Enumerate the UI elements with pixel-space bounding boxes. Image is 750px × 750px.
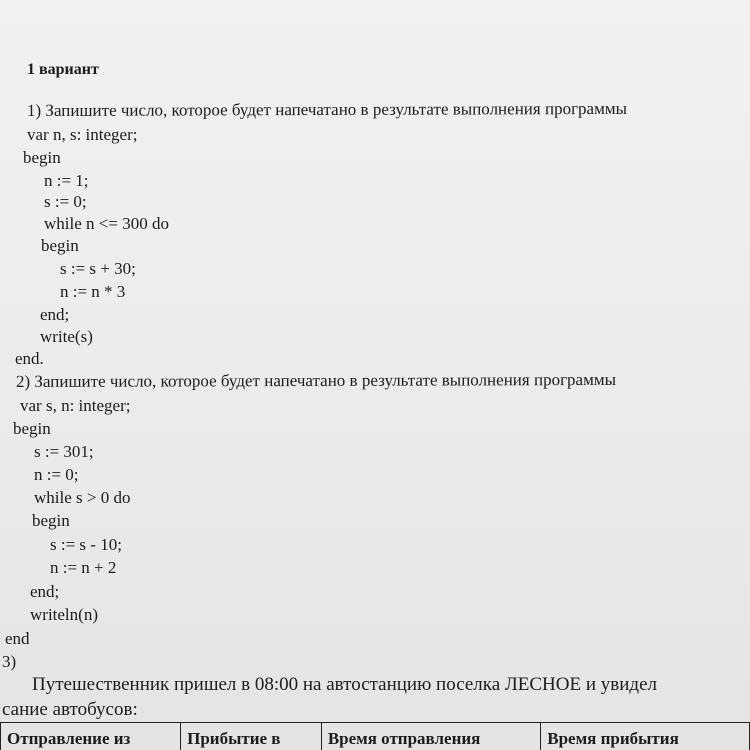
- task1-code-line: begin: [23, 148, 61, 167]
- task2-code-line: n := n + 2: [50, 558, 117, 577]
- task2-code-line: end: [5, 629, 30, 648]
- task2-prompt: 2) Запишите число, которое будет напечатано в результате выполнения программы: [15, 369, 617, 391]
- task1-code-line: s := 0;: [44, 192, 87, 211]
- task2-code-line: s := s - 10;: [50, 535, 122, 554]
- table-header-cell: Время отправления: [321, 723, 540, 750]
- table-header-cell: Отправление из: [1, 723, 181, 750]
- task1-code-line: end.: [15, 349, 44, 368]
- task2-code-line: end;: [30, 582, 60, 601]
- task2-code-line: n := 0;: [34, 465, 79, 484]
- task1-code-line: write(s): [40, 327, 93, 346]
- task1-code-line: begin: [41, 236, 79, 255]
- task2-code-line: begin: [32, 511, 70, 530]
- task2-code-line: begin: [13, 419, 51, 438]
- task3-number: 3): [2, 652, 17, 671]
- task1-code-line: while n <= 300 do: [44, 214, 169, 233]
- task2-code-line: var s, n: integer;: [20, 396, 131, 415]
- task1-code-line: var n, s: integer;: [27, 125, 138, 144]
- variant-title: 1 вариант: [27, 61, 99, 78]
- task1-code-line: n := 1;: [44, 171, 89, 190]
- table-header-cell: Прибытие в: [181, 723, 322, 750]
- task1-code-line: n := n * 3: [60, 282, 126, 301]
- task2-code-line: while s > 0 do: [34, 488, 131, 507]
- task2-code-line: s := 301;: [34, 442, 94, 461]
- task1-code-line: end;: [40, 305, 70, 324]
- task1-code-line: s := s + 30;: [60, 259, 136, 278]
- task3-text: Путешественник пришел в 08:00 на автостанцию поселка ЛЕСНОЕ и увидел: [32, 674, 657, 695]
- task3-text-continued: сание автобусов:: [2, 699, 138, 720]
- table-header-cell: Время прибытия: [541, 723, 750, 750]
- task2-code-line: writeln(n): [30, 605, 98, 624]
- bus-schedule-table: [0, 722, 750, 750]
- task1-prompt: 1) Запишите число, которое будет напечатано в результате выполнения программы: [26, 98, 628, 120]
